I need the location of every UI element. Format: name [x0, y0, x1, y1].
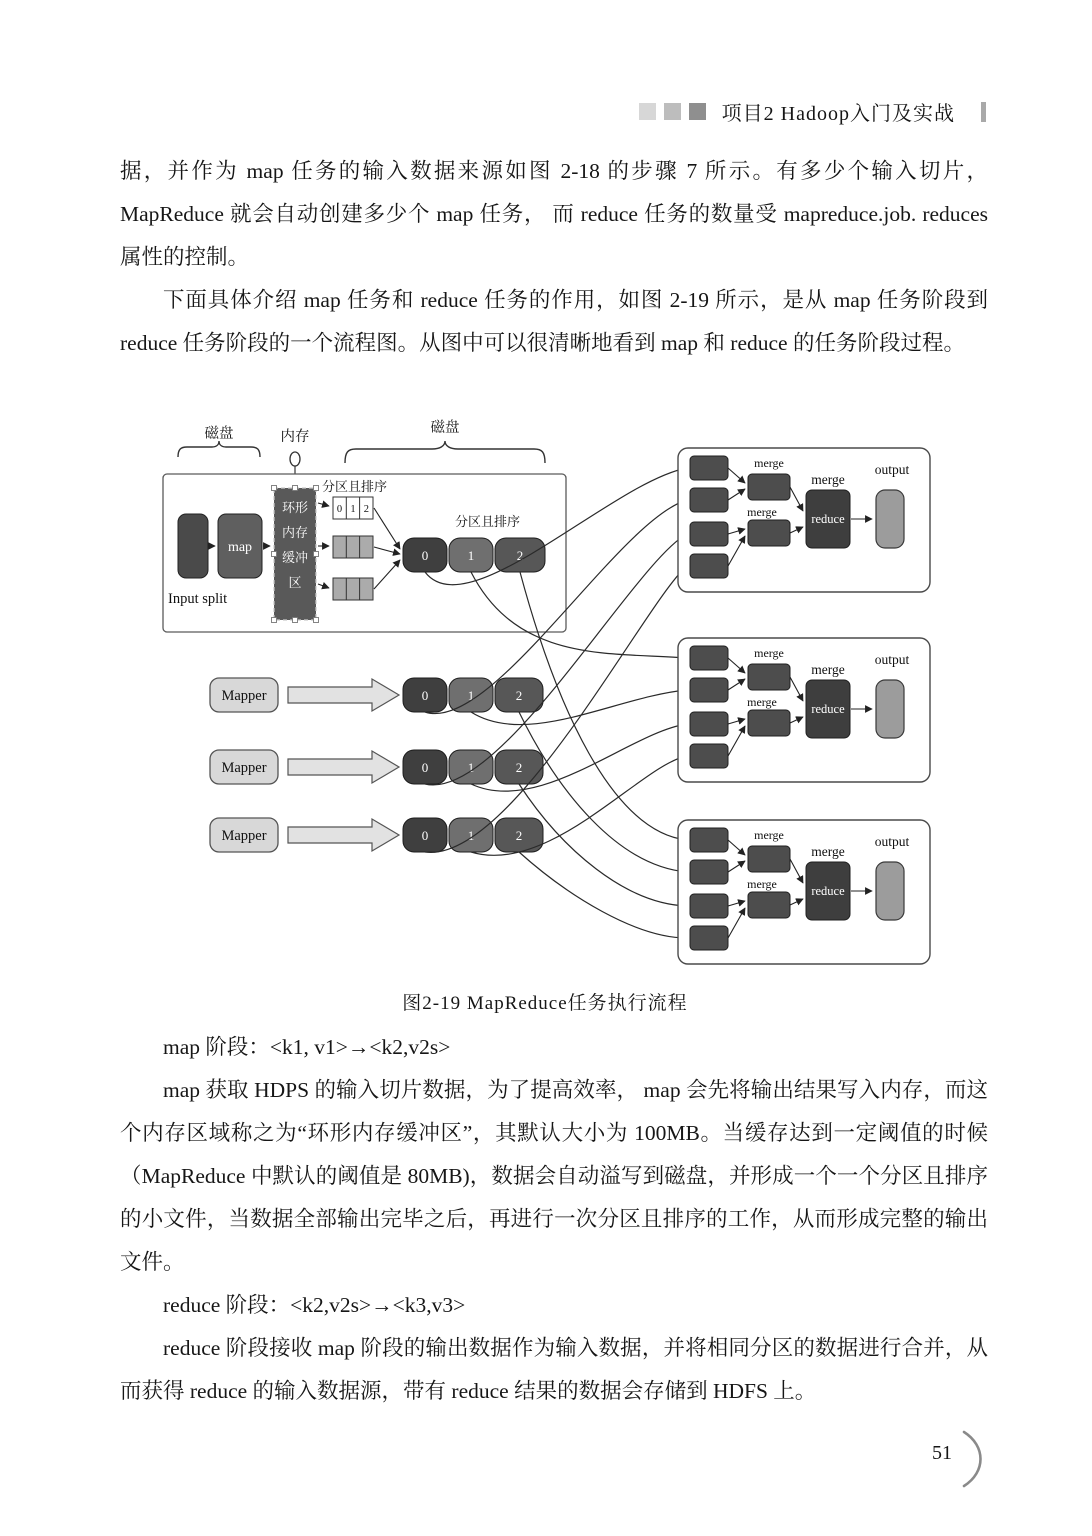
svg-text:2: 2 — [363, 504, 370, 515]
input-split-label: Input split — [168, 591, 228, 607]
svg-text:0: 0 — [421, 548, 429, 563]
merge-input-box — [690, 456, 728, 480]
lower-text-block — [120, 1026, 988, 1413]
svg-text:0: 0 — [421, 688, 429, 703]
paragraph: 据，并作为 map 任务的输入数据来源如图 2-18 的步骤 7 所示。有多少个输入切片，MapReduce 就会自动创建多少个 map 任务， 而 reduce 任务的数量受 mapreduce.job. reduces 属性的控制。 — [120, 159, 988, 269]
svg-text:1: 1 — [467, 828, 475, 843]
figure-2-19 — [150, 418, 940, 1015]
paragraph: map 阶段：<k1, v1>→<k2,v2s> — [163, 1035, 451, 1059]
svg-text:1: 1 — [350, 504, 356, 515]
merge-input-box — [690, 522, 728, 546]
svg-text:0: 0 — [421, 760, 429, 775]
svg-text:1: 1 — [467, 688, 475, 703]
reducer-group-2 — [678, 638, 930, 782]
merge-box — [748, 520, 790, 546]
svg-text:1: 1 — [467, 548, 475, 563]
page-number: 51 — [932, 1442, 952, 1464]
svg-text:2: 2 — [515, 760, 523, 775]
shuffle-curve — [519, 784, 687, 906]
mapper-row — [210, 678, 543, 712]
mapper-label: Mapper — [221, 688, 267, 704]
merge-input-box — [690, 554, 728, 578]
block-arrow-icon — [288, 751, 399, 783]
output-label: output — [874, 462, 910, 477]
mapper-row — [210, 818, 543, 852]
spill-file-3 — [333, 578, 373, 600]
partition-sort-label: 分区且排序 — [322, 479, 388, 494]
merge-box — [748, 474, 790, 500]
reducer-group — [678, 448, 930, 592]
shuffle-curve — [519, 712, 687, 872]
merge-label: merge — [747, 505, 777, 519]
svg-text:2: 2 — [516, 548, 524, 563]
svg-text:0: 0 — [421, 828, 429, 843]
ring-buffer-label: 内存 — [281, 525, 309, 540]
figure-caption: 图2-19 MapReduce任务执行流程 — [402, 993, 688, 1014]
chapter-title: 项目2 Hadoop入门及实战 — [721, 103, 955, 125]
merge-label: merge — [811, 472, 845, 487]
block-arrow-icon — [288, 679, 399, 711]
header-square-icon — [689, 103, 706, 120]
paragraph: map 获取 HDPS 的输入切片数据，为了提高效率， map 会先将输出结果写入内存，而这个内存区域称之为“环形内存缓冲区”，其默认大小为 100MB。当缓存达到一定阈值的时候（MapReduce 中默认的阈值是 80MB)，数据会自动溢写到磁盘，并形成一个一个分区且排序的小文件，当数据全部输出完毕之后，再进行一次分区且排序的工作，从而形成完整的输出文件。 — [120, 1078, 988, 1274]
svg-text:0: 0 — [336, 504, 343, 515]
svg-text:2: 2 — [515, 828, 523, 843]
page-number-swoosh-icon — [958, 1426, 992, 1490]
mapper-label: Mapper — [221, 828, 267, 844]
output-box — [876, 490, 904, 548]
upper-text-block — [120, 150, 988, 365]
paragraph: 下面具体介绍 map 任务和 reduce 任务的作用，如图 2-19 所示，是从 map 任务阶段到 reduce 任务阶段的一个流程图。从图中可以很清晰地看到 map 和 reduce 的任务阶段过程。 — [120, 288, 988, 355]
header-square-icon — [664, 103, 681, 120]
map-label: map — [227, 540, 253, 555]
disk-left-label: 磁盘 — [204, 426, 234, 442]
mapper-row — [210, 750, 543, 784]
reducer-group-3 — [678, 820, 930, 964]
mapper-label: Mapper — [221, 760, 267, 776]
reduce-label: reduce — [811, 512, 845, 526]
merge-input-box — [690, 488, 728, 512]
spill-file-2 — [333, 536, 373, 558]
input-split-block — [178, 514, 208, 578]
disk-left-brace — [178, 441, 260, 457]
disk-mid-brace — [345, 441, 545, 463]
merge-label: merge — [754, 456, 784, 470]
partition-strip-merged — [403, 538, 545, 572]
header-square-icon — [639, 103, 656, 120]
memory-label: 内存 — [280, 429, 310, 445]
paragraph: reduce 阶段：<k2,v2s>→<k3,v3> — [163, 1293, 466, 1317]
spill-file-1 — [333, 497, 373, 519]
header-bar-icon — [981, 102, 986, 122]
paragraph: reduce 阶段接收 map 阶段的输出数据作为输入数据，并将相同分区的数据进行合并，从而获得 reduce 的输入数据源，带有 reduce 结果的数据会存储到 HDFS 上。 — [120, 1336, 988, 1403]
block-arrow-icon — [288, 819, 399, 851]
svg-text:2: 2 — [515, 688, 523, 703]
ring-buffer-label: 缓冲 — [281, 550, 309, 565]
disk-mid-label: 磁盘 — [430, 420, 460, 436]
shuffle-curve — [519, 852, 687, 938]
ring-buffer-label: 区 — [288, 575, 302, 590]
mapreduce-flow-diagram — [150, 418, 940, 975]
partition-sort-label: 分区且排序 — [455, 514, 521, 529]
svg-text:1: 1 — [467, 760, 475, 775]
page-header — [639, 97, 986, 126]
memory-brace — [290, 452, 300, 466]
ring-buffer-label: 环形 — [281, 500, 309, 515]
